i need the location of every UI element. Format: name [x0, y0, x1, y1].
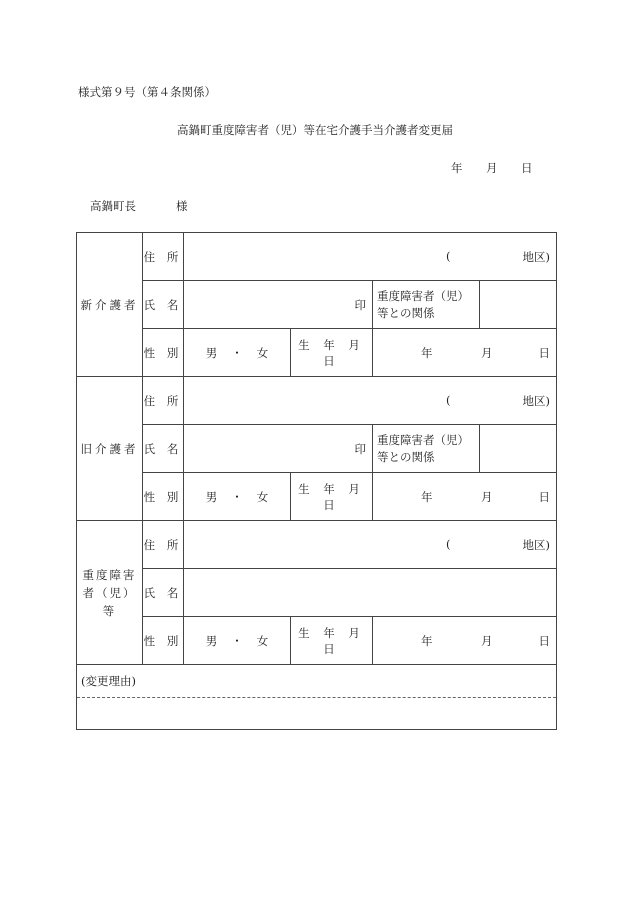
disabled-sex-label: 性 別 [143, 617, 184, 665]
form-table [76, 232, 557, 730]
district-open-paren: ( [446, 537, 451, 551]
district-label: 地区) [522, 394, 550, 408]
submission-date [451, 160, 533, 176]
old-name-label: 氏 名 [143, 425, 184, 473]
addressee-honorific: 様 [176, 199, 188, 213]
birth-day-label: 日 [538, 346, 550, 360]
form-title: 高鍋町重度障害者（児）等在宅介護手当介護者変更届 [177, 123, 453, 137]
disabled-label-line2: 者（児）等 [82, 585, 137, 618]
group-disabled-person [77, 521, 143, 665]
male-option[interactable]: 男 [205, 633, 218, 648]
form-number: 様式第９号（第４条関係） [78, 85, 216, 99]
birth-day-label: 日 [538, 634, 550, 648]
group-old-caregiver: 旧介護者 [77, 377, 143, 521]
old-address-label: 住 所 [143, 377, 184, 425]
sex-separator: ・ [231, 345, 243, 360]
new-sex-field[interactable] [184, 329, 291, 377]
relation-label-line1: 重度障害者（児） [377, 288, 469, 303]
male-option[interactable]: 男 [205, 345, 218, 360]
relation-label-line2: 等との関係 [377, 305, 435, 320]
disabled-address-field[interactable] [184, 521, 557, 569]
old-sex-field[interactable] [184, 473, 291, 521]
birth-year-label: 年 [421, 634, 433, 648]
female-option[interactable]: 女 [256, 633, 269, 648]
change-reason-field[interactable] [77, 665, 557, 730]
new-sex-label: 性 別 [143, 329, 184, 377]
old-sex-label: 性 別 [143, 473, 184, 521]
district-label: 地区) [522, 250, 550, 264]
district-open-paren: ( [446, 249, 451, 263]
dashed-divider [77, 697, 556, 698]
new-name-label: 氏 名 [143, 281, 184, 329]
disabled-birthdate-field[interactable] [373, 617, 557, 665]
birth-year-label: 年 [421, 346, 433, 360]
district-label: 地区) [522, 538, 550, 552]
birth-month-label: 月 [481, 634, 493, 648]
date-day-label: 日 [521, 161, 533, 175]
old-address-field[interactable] [184, 377, 557, 425]
birth-day-label: 日 [538, 490, 550, 504]
new-relation-field[interactable] [480, 281, 557, 329]
birth-year-label: 年 [421, 490, 433, 504]
disabled-sex-field[interactable] [184, 617, 291, 665]
date-month-label: 月 [486, 161, 498, 175]
relation-label-line2: 等との関係 [377, 449, 435, 464]
new-address-field[interactable] [184, 233, 557, 281]
old-relation-field[interactable] [480, 425, 557, 473]
seal-mark: 印 [354, 298, 366, 312]
sex-separator: ・ [231, 489, 243, 504]
old-relation-label [373, 425, 480, 473]
relation-label-line1: 重度障害者（児） [377, 432, 469, 447]
new-relation-label [373, 281, 480, 329]
old-birthdate-label: 生 年 月 日 [291, 473, 373, 521]
old-birthdate-field[interactable] [373, 473, 557, 521]
male-option[interactable]: 男 [205, 489, 218, 504]
date-year-label: 年 [451, 161, 463, 175]
addressee [90, 198, 188, 214]
sex-separator: ・ [231, 633, 243, 648]
group-new-caregiver: 新介護者 [77, 233, 143, 377]
disabled-label-line1: 重度障害 [82, 567, 137, 582]
disabled-address-label: 住 所 [143, 521, 184, 569]
birth-month-label: 月 [481, 346, 493, 360]
district-open-paren: ( [446, 393, 451, 407]
addressee-name: 高鍋町長 [90, 199, 136, 213]
old-name-field[interactable] [184, 425, 373, 473]
disabled-name-label: 氏 名 [143, 569, 184, 617]
disabled-birthdate-label: 生 年 月 日 [291, 617, 373, 665]
birth-month-label: 月 [481, 490, 493, 504]
new-address-label: 住 所 [143, 233, 184, 281]
female-option[interactable]: 女 [256, 345, 269, 360]
disabled-name-field[interactable] [184, 569, 557, 617]
new-name-field[interactable] [184, 281, 373, 329]
seal-mark: 印 [354, 442, 366, 456]
new-birthdate-field[interactable] [373, 329, 557, 377]
new-birthdate-label: 生 年 月 日 [291, 329, 373, 377]
female-option[interactable]: 女 [256, 489, 269, 504]
change-reason-label: (変更理由) [81, 674, 136, 688]
